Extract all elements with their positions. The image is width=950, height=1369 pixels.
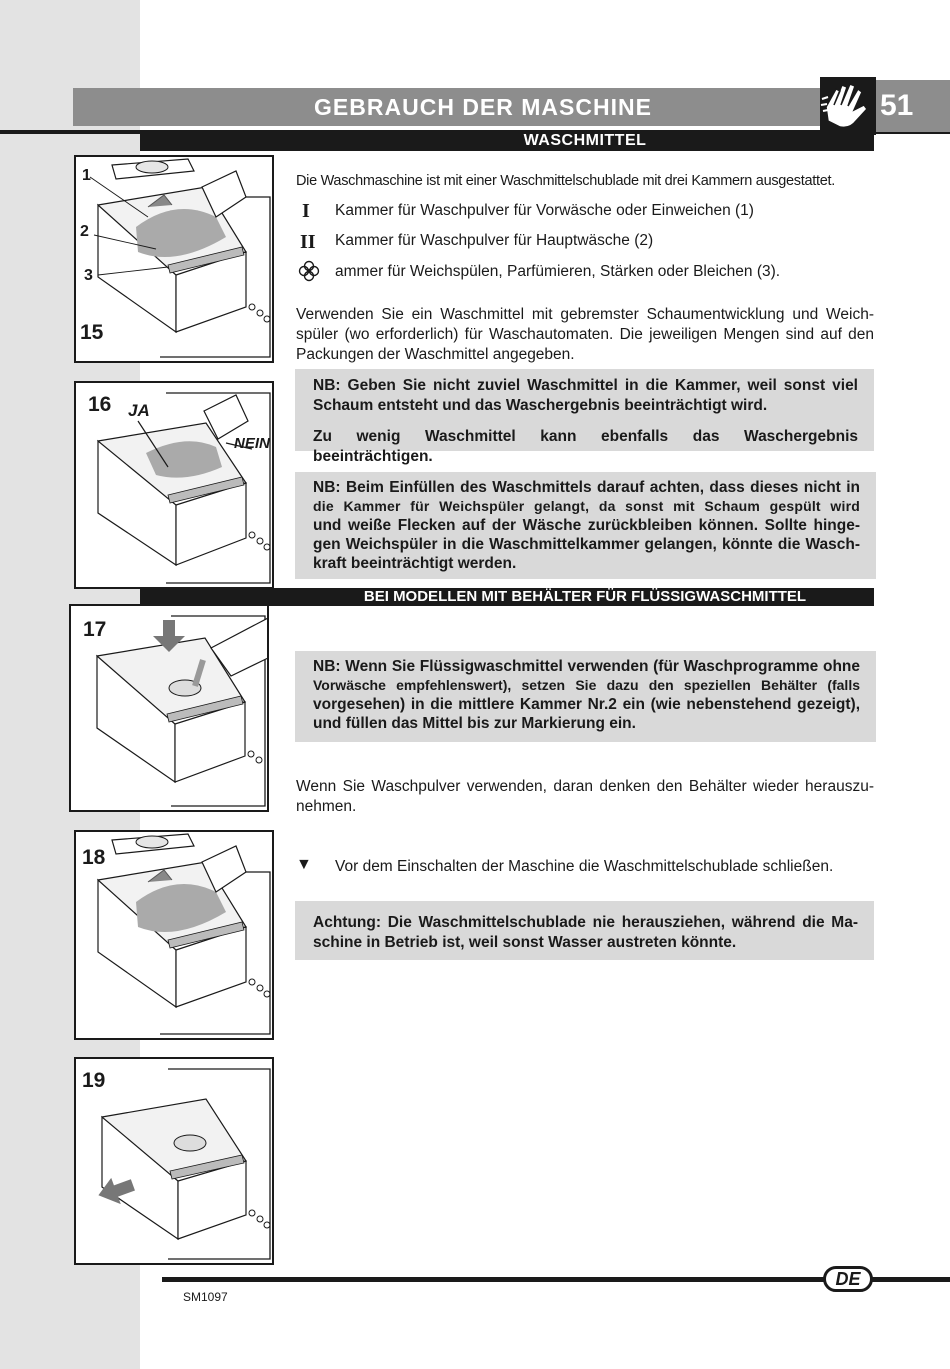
compartment-3-text: ammer für Weichspülen, Parfümieren, Stärken oder Bleichen (3). <box>335 263 781 280</box>
note2-line-5: kraft beeinträchtigt werden. <box>313 555 517 572</box>
close-instruction-text: Vor dem Einschalten der Maschine die Waschmittelschublade schließen. <box>335 858 834 875</box>
warning-box <box>295 901 874 960</box>
language-badge: DE <box>823 1266 873 1292</box>
figure-18 <box>74 830 274 1040</box>
figure-number: 16 <box>88 393 112 416</box>
intro-text: Die Waschmaschine ist mit einer Waschmittelschublade mit drei Kammern ausgestattet. <box>296 173 835 189</box>
note1-line-2: Schaum entsteht und das Waschergebnis beeinträchtigt wird. <box>313 397 768 414</box>
figure-number: 17 <box>83 618 107 641</box>
figure-label-1: 1 <box>82 167 91 184</box>
note-box-liquid <box>295 651 876 742</box>
usage-line-2: spüler (wo erforderlich) für Waschautomaten. Die jeweiligen Mengen sind auf den <box>296 326 874 343</box>
usage-line-1: Verwenden Sie ein Waschmittel mit gebremster Schaumentwicklung und Weich- <box>296 306 874 323</box>
figure-number: 18 <box>82 846 106 869</box>
note-box-softener <box>295 472 876 579</box>
triangle-down-icon: ▼ <box>296 856 312 873</box>
figure-15 <box>74 155 274 363</box>
drawer-illustration <box>76 832 274 1040</box>
label-ja: JA <box>128 401 150 420</box>
note2-line-2: die Kammer für Weichspüler gelangt, da sonst mit Schaum gespült wird <box>313 498 860 514</box>
figure-label-3: 3 <box>84 267 93 284</box>
figure-label-2: 2 <box>80 223 89 240</box>
page-number: 51 <box>876 80 950 132</box>
note3-line-1: NB: Wenn Sie Flüssigwaschmittel verwenden (für Waschprogramme ohne <box>313 658 860 675</box>
figure-16 <box>74 381 274 589</box>
figure-19 <box>74 1057 274 1265</box>
section-title-liquid: BEI MODELLEN MIT BEHÄLTER FÜR FLÜSSIGWASCHMITTEL <box>363 588 807 605</box>
note2-line-1: NB: Beim Einfüllen des Waschmittels darauf achten, dass dieses nicht in <box>313 479 860 496</box>
note3-line-2: Vorwäsche empfehlenswert), setzen Sie dazu den speziellen Behälter (falls <box>313 677 860 693</box>
compartment-2-text: Kammer für Waschpulver für Hauptwäsche (2) <box>335 232 654 249</box>
figure-number: 19 <box>82 1069 106 1092</box>
compartment-1-text: Kammer für Waschpulver für Vorwäsche oder Einweichen (1) <box>335 202 754 219</box>
page-title: GEBRAUCH DER MASCHINE <box>314 94 652 120</box>
note1-extra: Zu wenig Waschmittel kann ebenfalls das Waschergebnis beeinträchtigen. <box>313 428 858 465</box>
document-code: SM1097 <box>183 1290 228 1304</box>
note1-line-1: NB: Geben Sie nicht zuviel Waschmittel in die Kammer, weil sonst viel <box>313 377 858 394</box>
warning-line-1: Achtung: Die Waschmittelschublade nie herausziehen, während die Ma- <box>313 914 858 931</box>
drawer-illustration <box>76 1059 274 1265</box>
note3-line-4: und füllen das Mittel bis zur Markierung ein. <box>313 715 636 732</box>
compartment-symbol-2: II <box>300 231 316 253</box>
flower-icon <box>298 260 320 282</box>
hand-icon <box>820 77 876 135</box>
section-title: WASCHMITTEL <box>523 132 647 149</box>
label-nein: NEIN <box>234 435 270 452</box>
compartment-symbol-1: I <box>302 200 310 222</box>
drawer-illustration <box>76 157 274 363</box>
powder-line-1: Wenn Sie Waschpulver verwenden, daran denken den Behälter wieder herauszu- <box>296 778 874 795</box>
powder-line-2: nehmen. <box>296 798 357 815</box>
warning-line-2: schine in Betrieb ist, weil sonst Wasser austreten könnte. <box>313 934 737 951</box>
figure-17 <box>69 604 269 812</box>
note2-line-3: und weiße Flecken auf der Wäsche zurückbleiben können. Sollte hinge- <box>313 517 860 534</box>
usage-line-3: Packungen der Waschmittel angegeben. <box>296 346 575 363</box>
note2-line-4: gen Weichspüler in die Waschmittelkammer gelangen, könnte die Wasch- <box>313 536 860 553</box>
note-box-foam <box>295 369 874 465</box>
note3-line-3: vorgesehen) in die mittlere Kammer Nr.2 ein (wie nebenstehend gezeigt), <box>313 696 860 713</box>
figure-number: 15 <box>80 321 104 344</box>
